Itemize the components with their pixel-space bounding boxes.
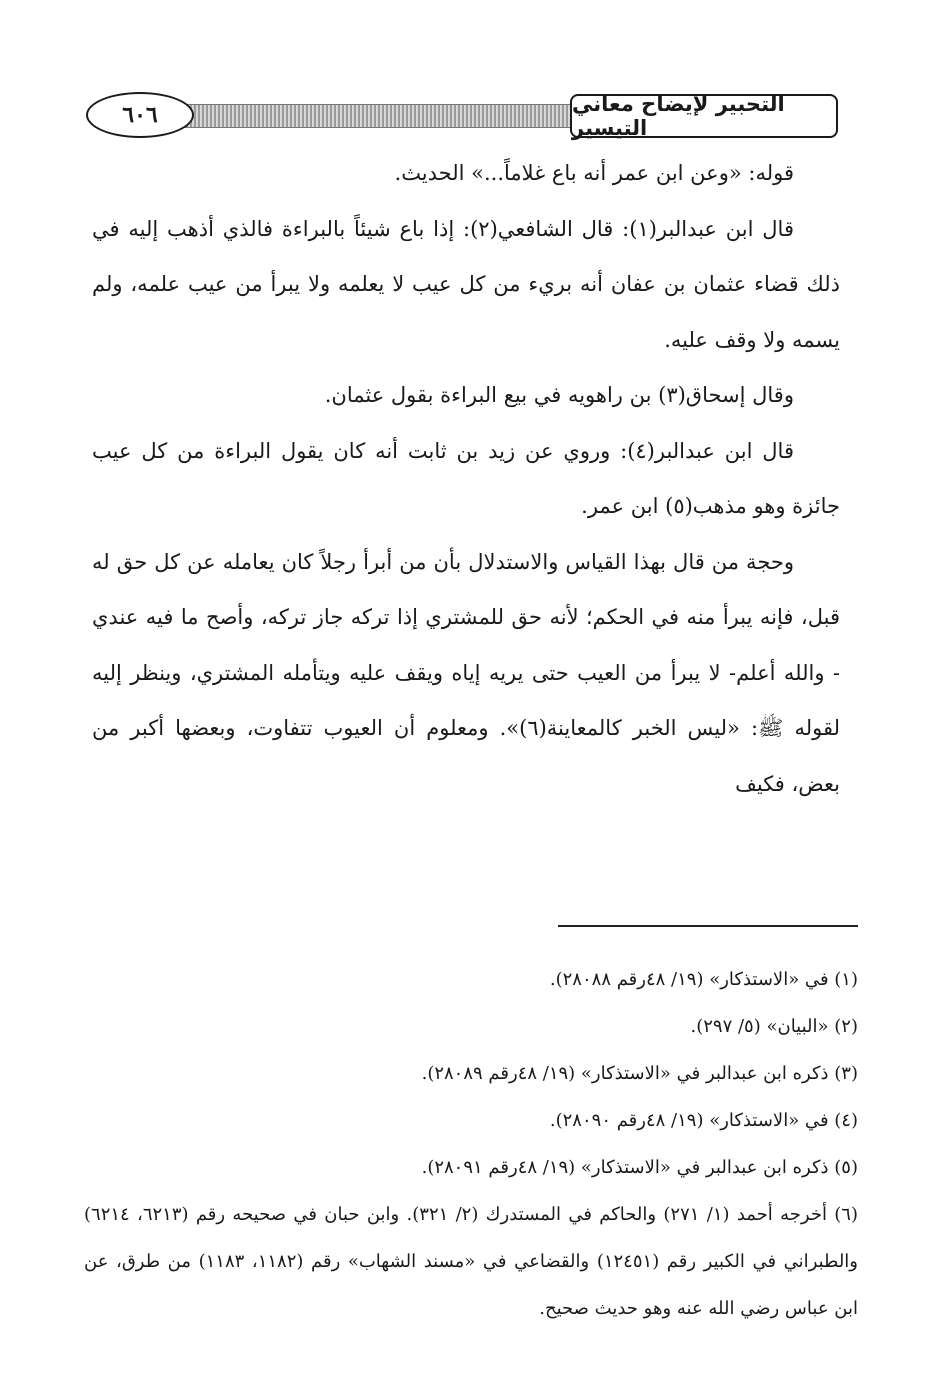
page-header — [86, 92, 838, 138]
footnote-3: (٣) ذكره ابن عبدالبر في «الاستذكار» (١٩/ ٤٨رقم ٢٨٠٨٩). — [421, 1063, 858, 1084]
paragraph-shafii: قال ابن عبدالبر(١): قال الشافعي(٢): إذا باع شيئاً بالبراءة فالذي أذهب إليه في ذلك قضاء عثمان بن عفان أنه بريء من كل عيب لا يعلمه ولا يبرأ من عيب علمه، ولم يسمه ولا وقف عليه. — [92, 216, 840, 352]
book-title: التحبير لإيضاح معاني التيسير — [570, 94, 838, 138]
footnotes — [84, 956, 858, 1332]
footnote-separator — [558, 925, 858, 927]
footnote-6: (٦) أخرجه أحمد (١/ ٢٧١) والحاكم في المستدرك (٢/ ٣٢١). وابن حبان في صحيحه رقم (٦٢١٣، ٦٢١٤) والطبراني في الكبير رقم (١٢٤٥١) والقضاعي في «مسند الشهاب» رقم (١١٨٢، ١١٨٣) من طرق، عن ابن عباس رضي الله عنه وهو حديث صحيح. — [84, 1204, 858, 1319]
paragraph-quote: قوله: «وعن ابن عمر أنه باع غلاماً...» الحديث. — [394, 161, 794, 185]
paragraph-zaid: قال ابن عبدالبر(٤): وروي عن زيد بن ثابت أنه كان يقول البراءة من كل عيب جائزة وهو مذهب(٥) ابن عمر. — [92, 438, 840, 518]
footnote-5: (٥) ذكره ابن عبدالبر في «الاستذكار» (١٩/ ٤٨رقم ٢٨٠٩١). — [421, 1157, 858, 1178]
paragraph-ishaq: وقال إسحاق(٣) بن راهويه في بيع البراءة بقول عثمان. — [324, 383, 794, 407]
footnote-2: (٢) «البيان» (٥/ ٢٩٧). — [690, 1016, 858, 1037]
footnote-4: (٤) في «الاستذكار» (١٩/ ٤٨رقم ٢٨٠٩٠). — [549, 1110, 858, 1131]
main-text — [92, 146, 840, 812]
paragraph-argument: وحجة من قال بهذا القياس والاستدلال بأن من أبرأ رجلاً كان يعامله عن كل حق له قبل، فإنه يبرأ منه في الحكم؛ لأنه حق للمشتري إذا تركه جاز تركه، وأصح ما فيه عندي - والله أعلم- لا يبرأ من العيب حتى يريه إياه ويقف عليه ويتأمله المشتري، وينظر إليه لقوله ﷺ: «ليس الخبر كالمعاينة(٦)». ومعلوم أن العيوب تتفاوت، وبعضها أكبر من بعض، فكيف — [92, 549, 840, 796]
footnote-1: (١) في «الاستذكار» (١٩/ ٤٨رقم ٢٨٠٨٨). — [549, 969, 858, 990]
page-number: ٦٠٦ — [86, 92, 194, 138]
